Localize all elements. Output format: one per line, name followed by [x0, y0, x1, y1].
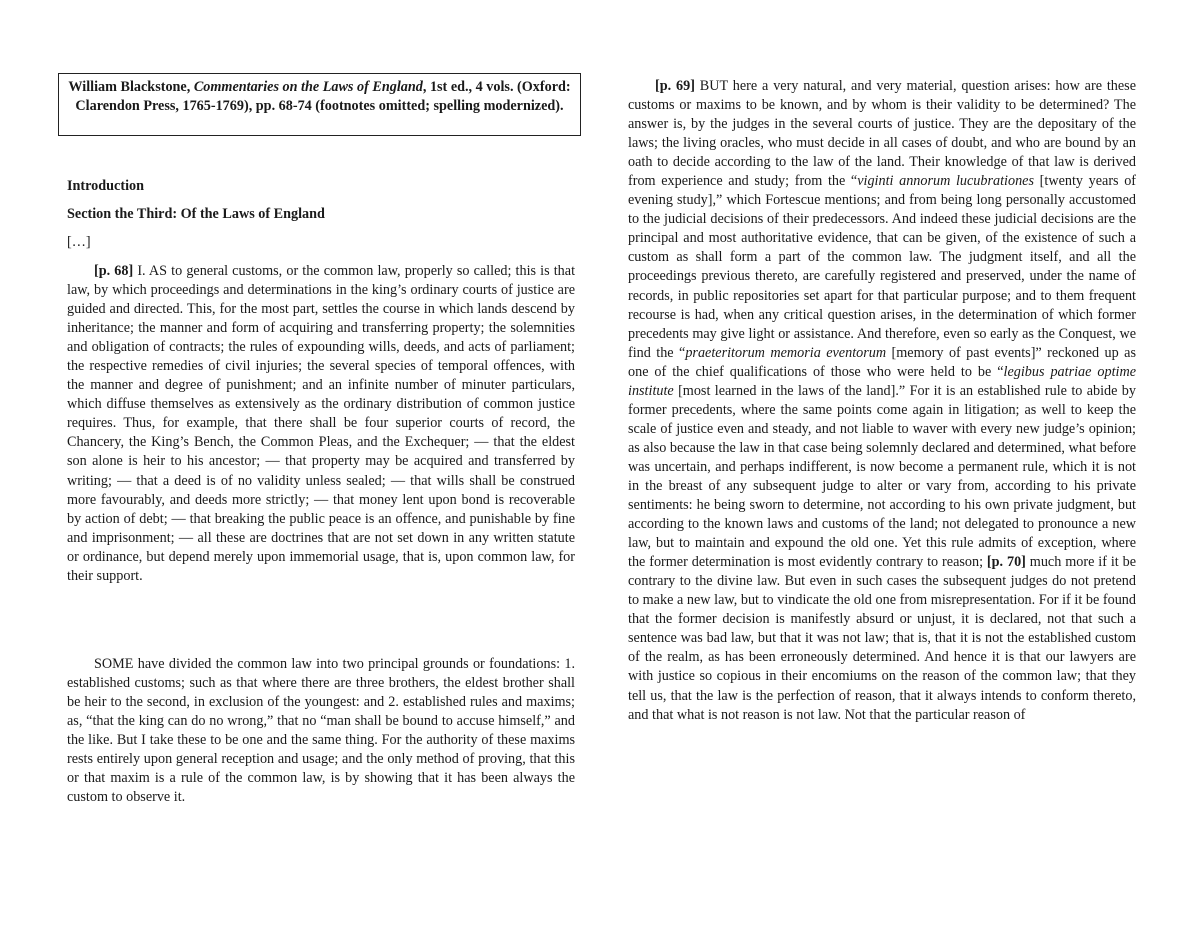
introduction-heading: Introduction: [67, 178, 144, 194]
paragraph-text: [most learned in the laws of the land].” For it is an established rule to abide by former precedents, where the same points come again in litigation; as well to keep the scale of justice even and steady, and not liable to waver with every new judge’s opinion; as also because the law in that case being solemnly declared and determined, what before was uncertain, and perhaps indifferent, is now become a permanent rule, which it is not in the breast of any subsequent judge to alter or vary from, according to his private sentiments: he being sworn to determine, not according to his own private judgment, but according to the known laws and customs of the land; not delegated to pronounce a new law, but to maintain and expound the old one. Yet this rule admits of exception, where the former determination is most evidently contrary to reason;: [628, 382, 1136, 571]
paragraph-text: SOME have divided the common law into two principal grounds or foundations: 1. established customs; such as that where there are three brothers, the eldest brother shall be heir to the second, in exclusion of the youngest: and 2. established rules and maxims; as, “that the king can do no wrong,” that no “man shall be bound to accuse himself,” and the like. But I take these to be one and the same thing. For the authority of these maxims rests entirely upon general reception and usage; and the only method of proving, that this or that maxim is a rule of the common law, is by showing that it has been always the custom to observe it.: [67, 656, 575, 806]
paragraph-two-grounds: [67, 655, 575, 807]
page-marker-68: [p. 68]: [94, 263, 134, 279]
paragraph-text: BUT here a very natural, and very material, question arises: how are these customs or maxims to be known, and by whom is their validity to be determined? The answer is, by the judges in the several courts of justice. They are the depositary of the laws; the living oracles, who must decide in all cases of doubt, and who are bound by an oath to decide according to the law of the land. Their knowledge of that law is derived from experience and study; from the “: [628, 78, 1136, 190]
page-marker-69: [p. 69]: [655, 78, 695, 94]
paragraph-text: [memory of past events]” reckoned up as one of the chief qualifications of those who were held to be “: [628, 344, 1136, 380]
citation-details: , 1st ed., 4 vols. (Oxford: Clarendon Press, 1765-1769), pp. 68-74 (footnotes omitted; spelling modernized).: [75, 79, 571, 114]
omission-ellipsis: […]: [67, 234, 91, 250]
latin-phrase: legibus patriae optime institute: [628, 363, 1136, 399]
citation-title: Commentaries on the Laws of England: [193, 79, 423, 95]
section-heading: Section the Third: Of the Laws of England: [67, 206, 325, 222]
paragraph-judges: [628, 77, 1136, 725]
paragraph-text: I. AS to general customs, or the common law, properly so called; this is that law, by which proceedings and determinations in the king’s ordinary courts of justice are guided and directed. This, for the most part, settles the course in which lands descend by inheritance; the manner and form of acquiring and transferring property; the solemnities and obligation of contracts; the rules of expounding wills, deeds, and acts of parliament; the respective remedies of civil injuries; the several species of temporal offences, with the manner and degree of punishment; and an infinite number of minuter particulars, which diffuse themselves as extensively as the ordinary distribution of common justice requires. Thus, for example, that there shall be four superior courts of record, the Chancery, the King’s Bench, the Common Pleas, and the Exchequer; — that the eldest son alone is heir to his ancestor; — that property may be acquired and transferred by writing; — that a deed is of no validity unless sealed; — that wills shall be construed more favourably, and deeds more strictly; — that money lent upon bond is recoverable by action of debt; — that breaking the public peace is an offence, and punishable by fine and imprisonment; — all these are doctrines that are not set down in any written statute or ordinance, but depend merely upon immemorial usage, that is, upon common law, for their support.: [67, 263, 576, 584]
citation-author: William Blackstone,: [68, 79, 191, 95]
citation-box: [58, 73, 581, 136]
latin-phrase: praeteritorum memoria eventorum: [685, 344, 887, 361]
paragraph-general-customs: [67, 262, 575, 586]
paragraph-text: much more if it be contrary to the divine law. But even in such cases the subsequent judges do not pretend to make a new law, but to vindicate the old one from misrepresentation. For if it be found that the former decision is manifestly absurd or unjust, it is declared, not that such a sentence was bad law, but that it was not law; that is, that it is not the established custom of the realm, as has been erroneously determined. And hence it is that our lawyers are with justice so copious in their encomiums on the reason of the common law; that they tell us, that the law is the perfection of reason, that it always intends to conform thereto, and that what is not reason is not law. Not that the particular reason of: [628, 554, 1136, 723]
page-marker-70: [p. 70]: [986, 554, 1026, 571]
paragraph-text: [twenty years of evening study],” which Fortescue mentions; and from being long personally accustomed to the judicial decisions of their predecessors. And indeed these judicial decisions are the principal and most authoritative evidence, that can be given, of the existence of such a custom as shall form a part of the common law. The judgment itself, and all the proceedings previous thereto, are carefully registered and preserved, under the name of records, in public repositories set apart for that particular purpose; and to them frequent recourse is had, when any critical question arises, in the determination of which former precedents may give light or assistance. And therefore, even so early as the Conquest, we find the “: [628, 173, 1137, 361]
latin-phrase: viginti annorum lucubrationes: [857, 173, 1035, 190]
